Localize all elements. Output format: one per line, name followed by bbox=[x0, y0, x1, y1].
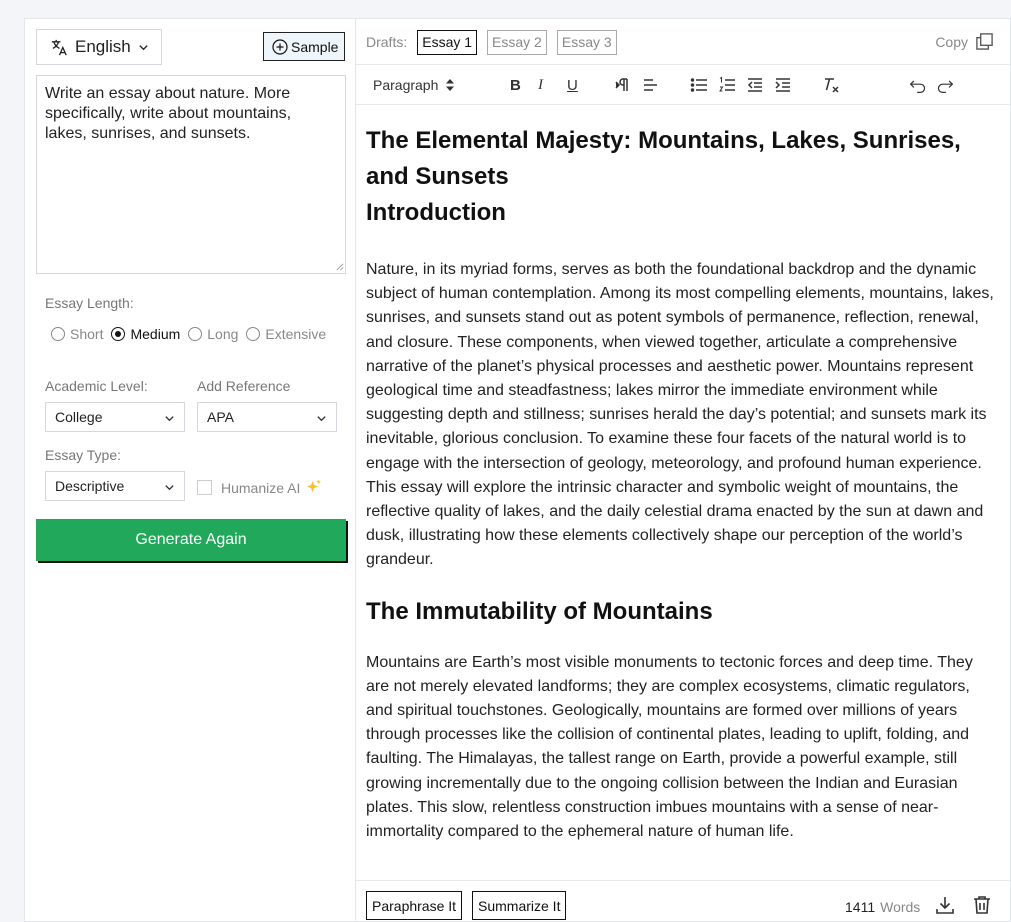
radio-icon bbox=[246, 327, 260, 341]
drafts-bar bbox=[366, 29, 627, 55]
essay-title: The Elemental Majesty: Mountains, Lakes, Sunrises, and Sunsets Introduction bbox=[366, 127, 961, 226]
settings-panel bbox=[24, 18, 356, 922]
essay-type-value: Descriptive bbox=[55, 478, 125, 494]
drafts-label: Drafts: bbox=[366, 34, 408, 50]
word-count-value: 1411 bbox=[845, 899, 876, 915]
bold-icon[interactable]: B bbox=[510, 76, 521, 94]
align-left-icon[interactable] bbox=[642, 76, 660, 94]
language-selector[interactable] bbox=[36, 29, 162, 65]
length-option-short[interactable]: Short bbox=[51, 326, 103, 342]
chevron-down-icon bbox=[316, 413, 327, 424]
paragraph-style-select[interactable] bbox=[373, 76, 463, 94]
underline-icon[interactable]: U bbox=[567, 76, 578, 94]
academic-level-value: College bbox=[55, 409, 103, 425]
length-option-medium[interactable]: Medium bbox=[111, 326, 180, 342]
sample-button[interactable] bbox=[263, 32, 345, 61]
editor-footer bbox=[356, 880, 1010, 922]
draft-tab-essay-3[interactable]: Essay 3 bbox=[557, 30, 617, 55]
essay-length-label: Essay Length: bbox=[45, 295, 134, 311]
indent-icon[interactable] bbox=[774, 76, 792, 94]
prompt-input[interactable] bbox=[36, 75, 346, 274]
radio-icon bbox=[51, 327, 65, 341]
chevron-down-icon bbox=[138, 42, 149, 53]
essay-type-select[interactable] bbox=[45, 471, 185, 501]
chevron-down-icon bbox=[164, 482, 175, 493]
summarize-button[interactable]: Summarize It bbox=[472, 891, 566, 920]
clear-formatting-icon[interactable] bbox=[822, 76, 840, 94]
generate-again-button[interactable]: Generate Again bbox=[36, 519, 346, 561]
outdent-icon[interactable] bbox=[746, 76, 764, 94]
draft-tab-essay-1[interactable]: Essay 1 bbox=[417, 30, 477, 55]
bullet-list-icon[interactable] bbox=[690, 76, 708, 94]
paragraph-style-value: Paragraph bbox=[373, 77, 439, 93]
translate-icon bbox=[50, 38, 69, 57]
draft-tab-essay-2[interactable]: Essay 2 bbox=[487, 30, 547, 55]
language-label: English bbox=[75, 37, 131, 56]
word-count bbox=[845, 899, 920, 915]
numbered-list-icon[interactable] bbox=[718, 76, 736, 94]
length-option-extensive[interactable]: Extensive bbox=[246, 326, 326, 342]
academic-level-label: Academic Level: bbox=[45, 378, 148, 394]
radio-icon bbox=[188, 327, 202, 341]
checkbox-icon bbox=[197, 480, 212, 495]
radio-selected-icon bbox=[111, 327, 125, 341]
plus-circle-icon bbox=[272, 39, 288, 55]
section-heading: The Immutability of Mountains bbox=[366, 597, 713, 625]
academic-level-select[interactable] bbox=[45, 402, 185, 432]
essay-type-label: Essay Type: bbox=[45, 447, 122, 463]
add-reference-label: Add Reference bbox=[197, 378, 291, 394]
redo-icon[interactable] bbox=[934, 76, 956, 94]
reference-value: APA bbox=[207, 409, 234, 425]
words-label: Words bbox=[880, 899, 921, 915]
trash-icon[interactable] bbox=[972, 895, 992, 915]
length-option-long[interactable]: Long bbox=[188, 326, 238, 342]
resize-grip-icon[interactable] bbox=[335, 262, 344, 271]
intro-heading: Introduction bbox=[366, 199, 506, 226]
copy-label: Copy bbox=[935, 33, 968, 50]
paraphrase-button[interactable]: Paraphrase It bbox=[366, 891, 462, 920]
humanize-ai-checkbox[interactable] bbox=[197, 478, 323, 497]
essay-length-options bbox=[51, 326, 334, 342]
section-paragraph: Mountains are Earth’s most visible monuments to tectonic forces and deep time. They are not merely elevated landforms; they are complex ecosystems, climatic regulators, and spiritual touchstones. Geologically, mountains are formed over millions of years through processes like the collision of continental plates, leading to uplift, folding, and faulting. The Himalayas, the tallest range on Earth, provide a powerful example, still growing incrementally due to the ongoing collision between the Indian and Eurasian plates. This slow, relentless construction imbues mountains with a sense of near-immortality compared to the ephemeral nature of human life. bbox=[366, 653, 973, 841]
formatting-toolbar bbox=[356, 64, 1010, 105]
sparkle-icon bbox=[304, 478, 323, 497]
download-icon[interactable] bbox=[935, 895, 955, 915]
undo-icon[interactable] bbox=[907, 76, 929, 94]
sample-label: Sample bbox=[291, 38, 339, 55]
reference-select[interactable] bbox=[197, 402, 337, 432]
intro-paragraph: Nature, in its myriad forms, serves as both the foundational backdrop and the dynamic subject of human contemplation. Among its most compelling elements, mountains, lakes, sunrises, and sunsets stand out as potent symbols of permanence, reflection, renewal, and closure. These components, when viewed together, articulate a comprehensive narrative of the planet’s physical processes and aesthetic power. Mountains represent geological time and steadfastness; lakes mirror the immediate environment while suggesting depth and stillness; sunrises herald the day’s potential; and sunsets mark its inevitable, glorious conclusion. To examine these four facets of the natural world is to engage with the intersection of geology, meteorology, and profound human experience. This essay will explore the intrinsic character and symbolic weight of mountains, the reflective quality of lakes, and the daily celestial drama enacted by the sun at dawn and dusk, illustrating how these elements collectively shape our perception of the world’s grandeur. bbox=[366, 261, 994, 569]
italic-icon[interactable]: I bbox=[538, 76, 543, 93]
editor-panel bbox=[355, 18, 1011, 922]
updown-arrow-icon bbox=[445, 79, 455, 91]
copy-icon bbox=[975, 32, 994, 51]
essay-content[interactable] bbox=[366, 115, 996, 875]
chevron-down-icon bbox=[164, 413, 175, 424]
humanize-ai-label: Humanize AI bbox=[221, 479, 301, 496]
copy-button[interactable] bbox=[935, 32, 994, 51]
paragraph-direction-icon[interactable] bbox=[614, 76, 632, 94]
